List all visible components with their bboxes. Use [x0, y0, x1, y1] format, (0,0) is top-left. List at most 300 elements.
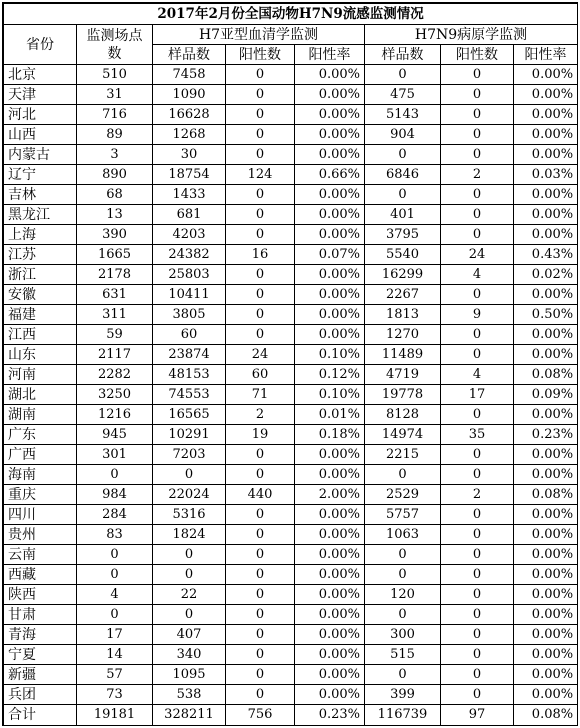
cell-h7n9-rate: 0.08% [514, 485, 578, 505]
cell-h7n9-rate: 0.00% [514, 565, 578, 585]
cell-h7n9-samples: 904 [365, 125, 441, 145]
cell-h7n9-rate: 0.00% [514, 65, 578, 85]
cell-h7n9-samples: 1063 [365, 525, 441, 545]
cell-province: 江西 [4, 325, 77, 345]
cell-h7-rate: 0.00% [295, 525, 365, 545]
cell-h7-rate: 0.66% [295, 165, 365, 185]
cell-h7n9-positives: 2 [441, 165, 514, 185]
table-row [4, 645, 578, 665]
cell-h7-positives: 0 [226, 65, 295, 85]
cell-h7-samples: 74553 [153, 385, 226, 405]
table-row [4, 425, 578, 445]
cell-h7-positives: 0 [226, 105, 295, 125]
cell-sites: 2117 [77, 345, 153, 365]
header-h7-samples: 样品数 [153, 45, 226, 65]
cell-sites: 301 [77, 445, 153, 465]
table-row [4, 485, 578, 505]
cell-h7n9-samples: 120 [365, 585, 441, 605]
cell-h7n9-rate: 0.43% [514, 245, 578, 265]
cell-h7-positives: 0 [226, 605, 295, 625]
header-h7-rate: 阳性率 [295, 45, 365, 65]
cell-sites: 31 [77, 85, 153, 105]
cell-h7-samples: 0 [153, 465, 226, 485]
cell-h7n9-positives: 2 [441, 485, 514, 505]
cell-h7-samples: 1095 [153, 665, 226, 685]
cell-province: 山东 [4, 345, 77, 365]
cell-h7n9-samples: 4719 [365, 365, 441, 385]
cell-sites: 3250 [77, 385, 153, 405]
cell-h7n9-positives: 0 [441, 605, 514, 625]
header-h7n9-samples: 样品数 [365, 45, 441, 65]
spreadsheet [2, 2, 578, 726]
cell-sites: 13 [77, 205, 153, 225]
cell-province: 浙江 [4, 265, 77, 285]
total-row [4, 705, 578, 726]
cell-h7-samples: 1090 [153, 85, 226, 105]
cell-h7-positives: 0 [226, 585, 295, 605]
header-h7n9-rate: 阳性率 [514, 45, 578, 65]
cell-h7-positives: 0 [226, 545, 295, 565]
cell-h7-samples: 18754 [153, 165, 226, 185]
cell-h7-positives: 0 [226, 525, 295, 545]
cell-h7n9-samples: 0 [365, 145, 441, 165]
cell-province: 江苏 [4, 245, 77, 265]
cell-h7n9-positives: 0 [441, 685, 514, 705]
cell-h7n9-positives: 17 [441, 385, 514, 405]
cell-province: 吉林 [4, 185, 77, 205]
cell-h7-positives: 0 [226, 665, 295, 685]
cell-h7-samples: 0 [153, 565, 226, 585]
cell-h7-positives: 0 [226, 285, 295, 305]
cell-h7n9-rate: 0.00% [514, 625, 578, 645]
cell-h7n9-positives: 0 [441, 125, 514, 145]
cell-h7-positives: 0 [226, 465, 295, 485]
cell-h7-samples: 3805 [153, 305, 226, 325]
cell-h7-samples: 10411 [153, 285, 226, 305]
cell-h7n9-rate: 0.00% [514, 505, 578, 525]
cell-h7n9-samples: 300 [365, 625, 441, 645]
cell-h7-rate: 0.00% [295, 305, 365, 325]
table-row [4, 685, 578, 705]
cell-province: 山西 [4, 125, 77, 145]
cell-h7-positives: 60 [226, 365, 295, 385]
cell-h7n9-samples: 6846 [365, 165, 441, 185]
cell-h7-samples: 23874 [153, 345, 226, 365]
cell-province: 湖北 [4, 385, 77, 405]
monitoring-table [3, 3, 578, 726]
cell-h7-rate: 0.00% [295, 65, 365, 85]
cell-h7n9-rate: 0.00% [514, 445, 578, 465]
cell-h7-rate: 0.12% [295, 365, 365, 385]
cell-sites: 73 [77, 685, 153, 705]
cell-h7-rate: 0.00% [295, 645, 365, 665]
table-row [4, 505, 578, 525]
cell-h7-rate: 0.00% [295, 605, 365, 625]
cell-h7n9-rate: 0.03% [514, 165, 578, 185]
cell-sites: 945 [77, 425, 153, 445]
cell-sites: 17 [77, 625, 153, 645]
table-row [4, 325, 578, 345]
cell-h7n9-samples: 399 [365, 685, 441, 705]
cell-h7-positives: 0 [226, 85, 295, 105]
total-h7n9-rate: 0.08% [514, 705, 578, 726]
cell-sites: 0 [77, 545, 153, 565]
cell-sites: 0 [77, 565, 153, 585]
table-row [4, 205, 578, 225]
cell-h7n9-positives: 0 [441, 345, 514, 365]
table-body [4, 65, 578, 726]
cell-h7-positives: 24 [226, 345, 295, 365]
cell-sites: 510 [77, 65, 153, 85]
cell-h7n9-rate: 0.23% [514, 425, 578, 445]
cell-h7n9-samples: 401 [365, 205, 441, 225]
cell-h7-rate: 0.18% [295, 425, 365, 445]
cell-h7-samples: 24382 [153, 245, 226, 265]
cell-h7n9-positives: 4 [441, 265, 514, 285]
cell-h7n9-positives: 0 [441, 525, 514, 545]
table-row [4, 465, 578, 485]
table-row [4, 605, 578, 625]
cell-province: 海南 [4, 465, 77, 485]
cell-h7n9-samples: 0 [365, 65, 441, 85]
cell-h7n9-rate: 0.00% [514, 465, 578, 485]
cell-h7-rate: 0.00% [295, 445, 365, 465]
cell-h7n9-positives: 0 [441, 585, 514, 605]
table-row [4, 85, 578, 105]
cell-h7-positives: 124 [226, 165, 295, 185]
total-province: 合计 [4, 705, 77, 726]
cell-h7-samples: 22024 [153, 485, 226, 505]
table-row [4, 445, 578, 465]
cell-sites: 0 [77, 605, 153, 625]
table-row [4, 405, 578, 425]
cell-province: 陕西 [4, 585, 77, 605]
cell-province: 云南 [4, 545, 77, 565]
cell-h7n9-samples: 2215 [365, 445, 441, 465]
cell-province: 四川 [4, 505, 77, 525]
header-sites-line1: 监测场点 [86, 27, 143, 44]
cell-h7-positives: 0 [226, 185, 295, 205]
table-row [4, 545, 578, 565]
total-h7-positives: 756 [226, 705, 295, 726]
cell-h7n9-samples: 5757 [365, 505, 441, 525]
table-row [4, 565, 578, 585]
cell-sites: 390 [77, 225, 153, 245]
table-row [4, 165, 578, 185]
cell-h7n9-samples: 0 [365, 605, 441, 625]
header-h7-positives: 阳性数 [226, 45, 295, 65]
cell-h7-rate: 0.00% [295, 225, 365, 245]
cell-h7-samples: 7458 [153, 65, 226, 85]
cell-province: 西藏 [4, 565, 77, 585]
cell-sites: 68 [77, 185, 153, 205]
cell-h7-samples: 1268 [153, 125, 226, 145]
cell-h7-rate: 0.00% [295, 325, 365, 345]
cell-h7-samples: 5316 [153, 505, 226, 525]
cell-h7n9-positives: 4 [441, 365, 514, 385]
cell-h7n9-positives: 0 [441, 85, 514, 105]
cell-h7n9-samples: 5143 [365, 105, 441, 125]
cell-province: 广东 [4, 425, 77, 445]
total-h7n9-positives: 97 [441, 705, 514, 726]
cell-province: 天津 [4, 85, 77, 105]
cell-h7-positives: 0 [226, 505, 295, 525]
cell-h7-samples: 60 [153, 325, 226, 345]
cell-province: 北京 [4, 65, 77, 85]
cell-h7-positives: 0 [226, 645, 295, 665]
cell-h7n9-positives: 0 [441, 645, 514, 665]
cell-h7n9-rate: 0.00% [514, 125, 578, 145]
header-h7n9-positives: 阳性数 [441, 45, 514, 65]
cell-h7n9-positives: 24 [441, 245, 514, 265]
cell-h7-rate: 0.00% [295, 545, 365, 565]
cell-h7-samples: 1433 [153, 185, 226, 205]
cell-sites: 284 [77, 505, 153, 525]
cell-h7-rate: 0.00% [295, 205, 365, 225]
header-h7-group: H7亚型血清学监测 [153, 25, 365, 45]
cell-h7n9-rate: 0.00% [514, 205, 578, 225]
cell-h7-samples: 48153 [153, 365, 226, 385]
cell-h7n9-positives: 35 [441, 425, 514, 445]
table-row [4, 145, 578, 165]
table-row [4, 65, 578, 85]
cell-h7-samples: 0 [153, 605, 226, 625]
cell-h7-samples: 407 [153, 625, 226, 645]
cell-h7n9-rate: 0.00% [514, 525, 578, 545]
cell-h7n9-samples: 14974 [365, 425, 441, 445]
table-row [4, 385, 578, 405]
cell-h7-positives: 0 [226, 625, 295, 645]
cell-h7n9-samples: 16299 [365, 265, 441, 285]
cell-province: 重庆 [4, 485, 77, 505]
cell-h7-positives: 440 [226, 485, 295, 505]
cell-h7n9-samples: 0 [365, 565, 441, 585]
cell-h7n9-samples: 19778 [365, 385, 441, 405]
cell-province: 湖南 [4, 405, 77, 425]
cell-h7-positives: 0 [226, 145, 295, 165]
table-row [4, 345, 578, 365]
header-h7n9-group: H7N9病原学监测 [365, 25, 578, 45]
cell-province: 安徽 [4, 285, 77, 305]
cell-h7n9-positives: 0 [441, 465, 514, 485]
cell-h7-rate: 0.00% [295, 625, 365, 645]
cell-h7n9-rate: 0.09% [514, 385, 578, 405]
cell-h7-rate: 0.00% [295, 565, 365, 585]
cell-h7-rate: 0.00% [295, 505, 365, 525]
cell-h7-rate: 0.00% [295, 145, 365, 165]
cell-h7-samples: 16628 [153, 105, 226, 125]
cell-h7n9-samples: 1270 [365, 325, 441, 345]
table-title: 2017年2月份全国动物H7N9流感监测情况 [4, 4, 578, 25]
cell-h7-positives: 0 [226, 125, 295, 145]
cell-h7n9-rate: 0.00% [514, 545, 578, 565]
cell-h7-samples: 0 [153, 545, 226, 565]
cell-h7n9-rate: 0.08% [514, 365, 578, 385]
cell-h7-samples: 7203 [153, 445, 226, 465]
cell-h7-rate: 0.07% [295, 245, 365, 265]
cell-sites: 2282 [77, 365, 153, 385]
cell-h7-samples: 1824 [153, 525, 226, 545]
cell-h7-positives: 16 [226, 245, 295, 265]
total-sites: 19181 [77, 705, 153, 726]
cell-h7-positives: 19 [226, 425, 295, 445]
total-h7n9-samples: 116739 [365, 705, 441, 726]
cell-h7-rate: 0.01% [295, 405, 365, 425]
cell-h7-rate: 0.00% [295, 665, 365, 685]
cell-h7n9-rate: 0.00% [514, 145, 578, 165]
cell-province: 黑龙江 [4, 205, 77, 225]
cell-h7-rate: 0.00% [295, 105, 365, 125]
cell-h7-samples: 25803 [153, 265, 226, 285]
cell-h7n9-positives: 0 [441, 405, 514, 425]
cell-h7-rate: 0.10% [295, 345, 365, 365]
cell-h7n9-positives: 0 [441, 545, 514, 565]
cell-h7-samples: 681 [153, 205, 226, 225]
cell-h7n9-positives: 0 [441, 665, 514, 685]
cell-h7n9-rate: 0.00% [514, 585, 578, 605]
header-province: 省份 [4, 25, 77, 65]
cell-h7n9-samples: 5540 [365, 245, 441, 265]
table-row [4, 105, 578, 125]
cell-h7n9-rate: 0.00% [514, 345, 578, 365]
cell-h7-samples: 4203 [153, 225, 226, 245]
header-sites [77, 25, 153, 65]
cell-h7n9-positives: 0 [441, 185, 514, 205]
cell-h7n9-positives: 0 [441, 445, 514, 465]
cell-h7n9-positives: 0 [441, 285, 514, 305]
cell-sites: 716 [77, 105, 153, 125]
cell-sites: 1216 [77, 405, 153, 425]
table-row [4, 585, 578, 605]
cell-h7n9-samples: 515 [365, 645, 441, 665]
cell-sites: 631 [77, 285, 153, 305]
cell-h7-rate: 0.00% [295, 685, 365, 705]
cell-h7n9-rate: 0.00% [514, 645, 578, 665]
cell-h7n9-rate: 0.00% [514, 605, 578, 625]
cell-h7-rate: 0.10% [295, 385, 365, 405]
cell-sites: 2178 [77, 265, 153, 285]
cell-h7n9-positives: 0 [441, 145, 514, 165]
cell-h7n9-rate: 0.00% [514, 665, 578, 685]
cell-h7-rate: 0.00% [295, 85, 365, 105]
table-row [4, 305, 578, 325]
cell-province: 福建 [4, 305, 77, 325]
cell-province: 贵州 [4, 525, 77, 545]
cell-h7n9-samples: 0 [365, 185, 441, 205]
cell-province: 青海 [4, 625, 77, 645]
cell-h7n9-samples: 475 [365, 85, 441, 105]
cell-sites: 890 [77, 165, 153, 185]
cell-h7-positives: 0 [226, 685, 295, 705]
cell-sites: 59 [77, 325, 153, 345]
cell-province: 上海 [4, 225, 77, 245]
cell-province: 河北 [4, 105, 77, 125]
cell-h7-samples: 16565 [153, 405, 226, 425]
cell-h7-positives: 0 [226, 205, 295, 225]
cell-h7n9-positives: 0 [441, 325, 514, 345]
total-h7-samples: 328211 [153, 705, 226, 726]
table-row [4, 185, 578, 205]
table-row [4, 225, 578, 245]
cell-h7-positives: 0 [226, 265, 295, 285]
cell-h7-rate: 0.00% [295, 285, 365, 305]
cell-h7-rate: 0.00% [295, 585, 365, 605]
cell-h7n9-samples: 8128 [365, 405, 441, 425]
cell-h7-rate: 2.00% [295, 485, 365, 505]
table-row [4, 665, 578, 685]
cell-h7-samples: 30 [153, 145, 226, 165]
table-row [4, 125, 578, 145]
cell-h7n9-positives: 0 [441, 205, 514, 225]
cell-sites: 1665 [77, 245, 153, 265]
cell-sites: 311 [77, 305, 153, 325]
cell-h7n9-samples: 3795 [365, 225, 441, 245]
table-row [4, 365, 578, 385]
cell-h7n9-positives: 0 [441, 105, 514, 125]
cell-h7n9-samples: 1813 [365, 305, 441, 325]
table-row [4, 525, 578, 545]
cell-province: 广西 [4, 445, 77, 465]
cell-sites: 0 [77, 465, 153, 485]
cell-province: 兵团 [4, 685, 77, 705]
cell-province: 宁夏 [4, 645, 77, 665]
total-h7-rate: 0.23% [295, 705, 365, 726]
cell-province: 新疆 [4, 665, 77, 685]
cell-province: 辽宁 [4, 165, 77, 185]
cell-h7-positives: 0 [226, 325, 295, 345]
cell-h7-rate: 0.00% [295, 185, 365, 205]
cell-h7-positives: 0 [226, 445, 295, 465]
cell-h7-samples: 10291 [153, 425, 226, 445]
cell-h7n9-rate: 0.02% [514, 265, 578, 285]
cell-h7n9-samples: 0 [365, 665, 441, 685]
cell-province: 河南 [4, 365, 77, 385]
cell-h7n9-rate: 0.00% [514, 85, 578, 105]
cell-h7n9-positives: 0 [441, 65, 514, 85]
cell-province: 内蒙古 [4, 145, 77, 165]
cell-h7n9-positives: 0 [441, 505, 514, 525]
cell-province: 甘肃 [4, 605, 77, 625]
cell-h7n9-samples: 2529 [365, 485, 441, 505]
cell-h7n9-rate: 0.00% [514, 225, 578, 245]
cell-sites: 3 [77, 145, 153, 165]
cell-h7n9-rate: 0.00% [514, 185, 578, 205]
cell-h7n9-positives: 9 [441, 305, 514, 325]
cell-h7n9-rate: 0.00% [514, 325, 578, 345]
cell-h7-positives: 0 [226, 305, 295, 325]
table-row [4, 265, 578, 285]
cell-h7n9-rate: 0.00% [514, 685, 578, 705]
cell-h7-positives: 71 [226, 385, 295, 405]
cell-h7-positives: 2 [226, 405, 295, 425]
cell-h7n9-rate: 0.00% [514, 285, 578, 305]
cell-h7n9-positives: 0 [441, 225, 514, 245]
cell-sites: 83 [77, 525, 153, 545]
cell-h7-rate: 0.00% [295, 125, 365, 145]
cell-h7n9-rate: 0.00% [514, 405, 578, 425]
header-sites-line2: 数 [107, 45, 122, 62]
cell-h7-rate: 0.00% [295, 465, 365, 485]
cell-sites: 57 [77, 665, 153, 685]
cell-h7-samples: 538 [153, 685, 226, 705]
cell-h7n9-samples: 0 [365, 545, 441, 565]
cell-h7n9-samples: 0 [365, 465, 441, 485]
cell-h7-positives: 0 [226, 225, 295, 245]
table-row [4, 625, 578, 645]
cell-sites: 984 [77, 485, 153, 505]
cell-h7-samples: 340 [153, 645, 226, 665]
cell-h7-rate: 0.00% [295, 265, 365, 285]
